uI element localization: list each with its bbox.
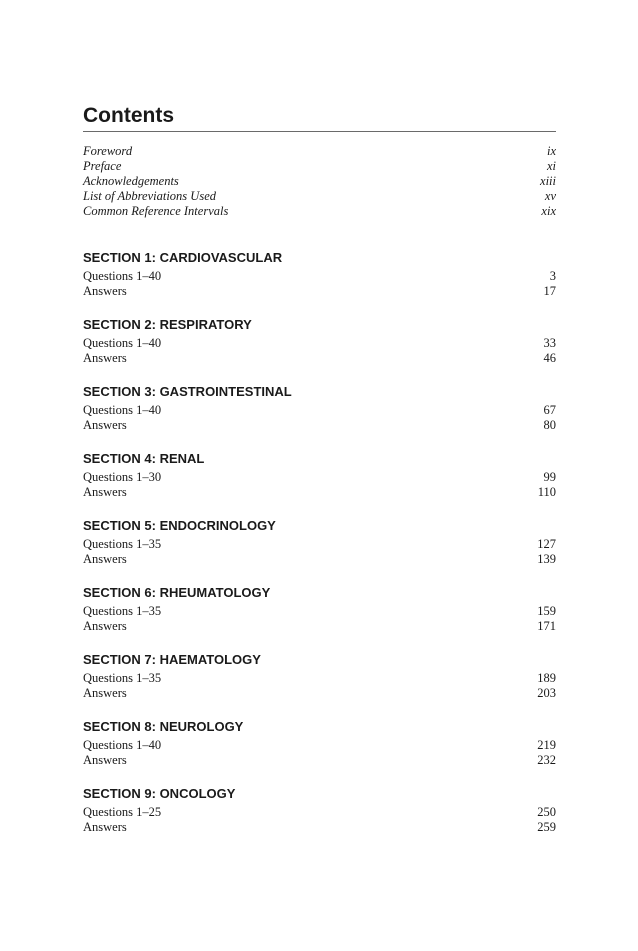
section-entry[interactable] — [83, 552, 556, 567]
toc-entry-page-number: xv — [544, 189, 556, 203]
section-block — [83, 786, 556, 835]
section-entry-label: Questions 1–35 — [83, 671, 162, 685]
section-entry-page-number: 110 — [537, 485, 556, 499]
section-heading: SECTION 7: HAEMATOLOGY — [83, 652, 261, 667]
section-entry-label: Answers — [83, 351, 127, 365]
section-entry-label: Questions 1–25 — [83, 805, 162, 819]
section-entry[interactable] — [83, 418, 556, 433]
section-block — [83, 518, 556, 567]
section-entry-label: Answers — [83, 552, 127, 566]
section-entry[interactable] — [83, 485, 556, 500]
section-entry[interactable] — [83, 820, 556, 835]
section-heading: SECTION 8: NEUROLOGY — [83, 719, 244, 734]
section-entry[interactable] — [83, 403, 556, 418]
section-entry-page-number: 139 — [537, 552, 556, 566]
section-entry-label: Answers — [83, 686, 127, 700]
section-block — [83, 451, 556, 500]
section-entry-label: Questions 1–35 — [83, 604, 162, 618]
contents-page — [83, 104, 556, 853]
section-entry-page-number: 99 — [543, 470, 556, 484]
section-heading: SECTION 2: RESPIRATORY — [83, 317, 252, 332]
section-heading: SECTION 9: ONCOLOGY — [83, 786, 236, 801]
toc-entry-label: Common Reference Intervals — [83, 204, 229, 218]
section-entry[interactable] — [83, 284, 556, 299]
section-entry-page-number: 67 — [543, 403, 556, 417]
sections-list — [83, 250, 556, 835]
toc-entry[interactable] — [83, 174, 556, 189]
section-entry-page-number: 232 — [537, 753, 556, 767]
section-entry-page-number: 250 — [537, 805, 556, 819]
section-block — [83, 317, 556, 366]
section-heading: SECTION 3: GASTROINTESTINAL — [83, 384, 292, 399]
toc-entry-page-number: xix — [541, 204, 556, 218]
toc-entry-page-number: xi — [546, 159, 556, 173]
section-entry[interactable] — [83, 269, 556, 284]
section-entry[interactable] — [83, 753, 556, 768]
section-entry-label: Answers — [83, 619, 127, 633]
section-block — [83, 250, 556, 299]
section-entry-page-number: 203 — [537, 686, 556, 700]
section-entry[interactable] — [83, 619, 556, 634]
section-heading: SECTION 1: CARDIOVASCULAR — [83, 250, 283, 265]
section-entry[interactable] — [83, 805, 556, 820]
section-entry[interactable] — [83, 537, 556, 552]
section-entry[interactable] — [83, 336, 556, 351]
section-entry-label: Answers — [83, 284, 127, 298]
section-block — [83, 585, 556, 634]
section-entry-page-number: 219 — [537, 738, 556, 752]
section-entry-page-number: 80 — [543, 418, 556, 432]
toc-entry[interactable] — [83, 204, 556, 219]
section-entry-page-number: 259 — [537, 820, 556, 834]
section-heading: SECTION 4: RENAL — [83, 451, 205, 466]
section-block — [83, 719, 556, 768]
section-entry-label: Questions 1–40 — [83, 336, 162, 350]
section-entry-label: Questions 1–40 — [83, 269, 162, 283]
section-entry[interactable] — [83, 671, 556, 686]
section-entry[interactable] — [83, 604, 556, 619]
section-entry-label: Answers — [83, 418, 127, 432]
section-entry[interactable] — [83, 738, 556, 753]
section-entry-label: Questions 1–40 — [83, 738, 162, 752]
section-entry-page-number: 171 — [537, 619, 556, 633]
section-entry-page-number: 189 — [537, 671, 556, 685]
section-entry-page-number: 127 — [537, 537, 556, 551]
toc-entry-label: Preface — [83, 159, 122, 173]
section-entry-label: Answers — [83, 753, 127, 767]
toc-entry-page-number: xiii — [540, 174, 556, 188]
section-entry-label: Answers — [83, 485, 127, 499]
section-entry[interactable] — [83, 686, 556, 701]
section-entry-label: Questions 1–35 — [83, 537, 162, 551]
toc-entry[interactable] — [83, 144, 556, 159]
section-heading: SECTION 5: ENDOCRINOLOGY — [83, 518, 276, 533]
section-block — [83, 652, 556, 701]
toc-entry[interactable] — [83, 189, 556, 204]
toc-entry-label: List of Abbreviations Used — [83, 189, 216, 203]
section-entry-label: Questions 1–30 — [83, 470, 162, 484]
section-entry-page-number: 159 — [537, 604, 556, 618]
section-entry-page-number: 46 — [543, 351, 556, 365]
section-entry-page-number: 33 — [543, 336, 556, 350]
toc-entry-label: Acknowledgements — [83, 174, 179, 188]
page-title: Contents — [83, 104, 556, 132]
section-block — [83, 384, 556, 433]
section-entry-page-number: 17 — [543, 284, 556, 298]
section-heading: SECTION 6: RHEUMATOLOGY — [83, 585, 271, 600]
toc-entry-page-number: ix — [546, 144, 556, 158]
toc-entry[interactable] — [83, 159, 556, 174]
section-entry[interactable] — [83, 351, 556, 366]
section-entry-page-number: 3 — [549, 269, 556, 283]
section-entry-label: Questions 1–40 — [83, 403, 162, 417]
front-matter-list — [83, 144, 556, 219]
section-entry-label: Answers — [83, 820, 127, 834]
section-entry[interactable] — [83, 470, 556, 485]
toc-entry-label: Foreword — [83, 144, 133, 158]
